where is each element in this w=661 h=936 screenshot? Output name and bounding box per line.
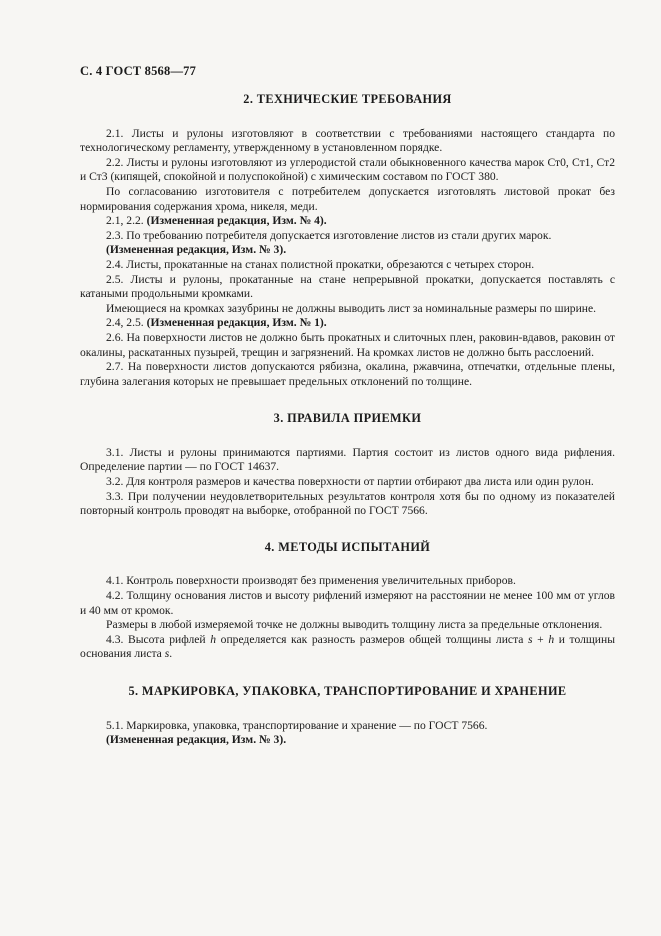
amendment-ref: 2.1, 2.2. (106, 214, 144, 228)
paragraph-2-2: 2.2. Листы и рулоны изготовляют из углеродистой стали обыкновенного качества марок Ст0, Ст1, Ст2 и Ст3 (кипящей, спокойной и полуспокойной) с химическим составом по ГОСТ 380. (80, 155, 615, 184)
variable-h: h (548, 632, 555, 646)
section-2-title: 2. ТЕХНИЧЕСКИЕ ТРЕБОВАНИЯ (243, 92, 452, 106)
paragraph-2-6: 2.6. На поверхности листов не должно быть прокатных и слиточных плен, раковин-вдавов, раковин от окалины, раскатанных пузырей, трещин и загрязнений. На кромках листов не должно быть расслоений. (80, 330, 615, 359)
amendment-ref: 2.4, 2.5. (106, 316, 144, 330)
amendment-2-1-2-2 (80, 214, 615, 229)
amendment-5-1: (Измененная редакция, Изм. № 3). (106, 733, 287, 747)
page-header: С. 4 ГОСТ 8568—77 (80, 64, 197, 78)
document-body (80, 92, 615, 748)
paragraph-3-1: 3.1. Листы и рулоны принимаются партиями. Партия состоит из листов одного вида рифления. Определение партии — по ГОСТ 14637. (80, 445, 615, 474)
paragraph-2-7: 2.7. На поверхности листов допускаются рябизна, окалина, ржавчина, отпечатки, отдельные плены, глубина залегания которых не превышает предельных отклонений по толщине. (80, 360, 615, 388)
variable-h: h (210, 632, 217, 646)
text-run: и толщины основания листа (80, 632, 615, 661)
text-run: определяется как разность размеров общей толщины листа (220, 632, 524, 646)
plus-sign: + (537, 632, 544, 646)
paragraph-2-5: 2.5. Листы и рулоны, прокатанные на стане непрерывной прокатки, допускается поставлять с катаными продольными кромками. (80, 272, 615, 301)
paragraph-3-2: 3.2. Для контроля размеров и качества поверхности от партии отбирают два листа или один рулон. (106, 475, 594, 489)
period: . (169, 647, 173, 661)
paragraph-2-2-note: По согласованию изготовителя с потребителем допускается изготовлять листовой прокат без нормирования содержания хрома, никеля, меди. (80, 184, 615, 213)
paragraph-4-2: 4.2. Толщину основания листов и высоту рифлений измеряют на расстоянии не менее 100 мм от углов и 40 мм от кромок. (80, 589, 615, 617)
paragraph-3-3: 3.3. При получении неудовлетворительных результатов контроля хотя бы по одному из показателей повторный контроль проводят на выборке, отобранной по ГОСТ 7566. (80, 489, 615, 518)
section-3-title: 3. ПРАВИЛА ПРИЕМКИ (273, 411, 422, 426)
text-run: 4.3. Высота рифлей (106, 632, 206, 646)
section-4-title: 4. МЕТОДЫ ИСПЫТАНИЙ (264, 539, 431, 554)
amendment-2-3: (Измененная редакция, Изм. № 3). (106, 243, 287, 257)
section-5-title: 5. МАРКИРОВКА, УПАКОВКА, ТРАНСПОРТИРОВАНИЕ И ХРАНЕНИЕ (128, 684, 567, 698)
amendment-2-4-2-5 (80, 316, 615, 331)
paragraph-2-1: 2.1. Листы и рулоны изготовляют в соответствии с требованиями настоящего стандарта по технологическому регламенту, утвержденному в установленном порядке. (80, 126, 615, 155)
paragraph-2-4: 2.4. Листы, прокатанные на станах полистной прокатки, обрезаются с четырех сторон. (106, 257, 535, 271)
paragraph-4-3 (80, 633, 615, 662)
paragraph-2-3: 2.3. По требованию потребителя допускается изготовление листов из стали других марок. (106, 228, 552, 242)
paragraph-2-5-note: Имеющиеся на кромках зазубрины не должны выводить лист за номинальные размеры по ширине. (106, 301, 597, 315)
paragraph-5-1: 5.1. Маркировка, упаковка, транспортирование и хранение — по ГОСТ 7566. (106, 718, 488, 732)
amendment-text: (Измененная редакция, Изм. № 4). (146, 214, 327, 228)
paragraph-4-2-note: Размеры в любой измеряемой точке не должны выводить толщину листа за предельные отклонения. (106, 618, 603, 632)
variable-s: s (528, 632, 533, 646)
variable-s: s (164, 647, 170, 661)
paragraph-4-1: 4.1. Контроль поверхности производят без применения увеличительных приборов. (106, 574, 516, 588)
amendment-text: (Измененная редакция, Изм. № 1). (146, 316, 327, 330)
